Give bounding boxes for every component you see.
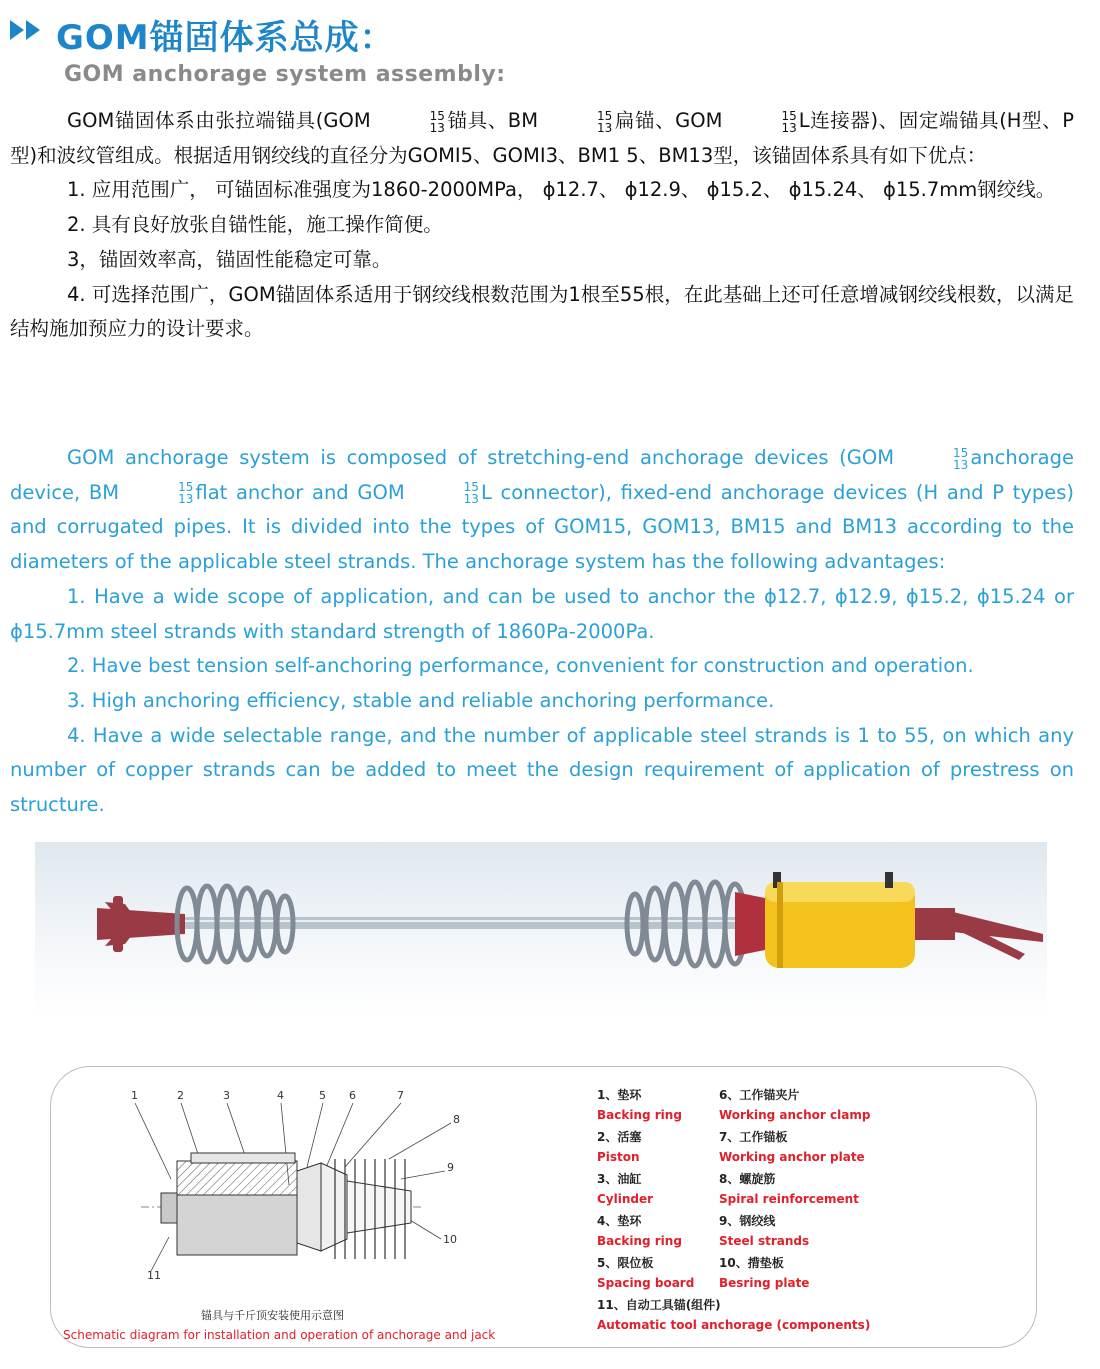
fraction-bottom: 13 <box>597 120 613 135</box>
legend-label-cn: 2、活塞 <box>597 1130 642 1144</box>
size-fraction <box>121 481 193 505</box>
anchorage-assembly-illustration <box>35 842 1047 1018</box>
english-description <box>10 441 1074 823</box>
fixed-end-anchor <box>97 896 185 952</box>
en-intro <box>10 441 1074 580</box>
diagram-caption-en: Schematic diagram for installation and operation of anchorage and jack <box>63 1328 496 1342</box>
chinese-description <box>10 104 1074 347</box>
jack-cylinder <box>161 1153 297 1255</box>
en-intro-text: L connector), fixed-end anchorage devices (H and P types) and corrugated pipes. It is divided into the types of GOM15, GOM13, BM15 and BM13 according to the diameters of the applicable steel strands. The anchorage system has the following advantages: <box>10 480 1075 574</box>
bearing-plate <box>735 892 765 956</box>
part-number-3: 3 <box>223 1089 230 1102</box>
legend-label-cn: 7、工作锚板 <box>719 1130 788 1144</box>
fraction-top: 15 <box>781 108 797 123</box>
part-number-10: 10 <box>443 1233 457 1246</box>
size-fraction <box>540 110 612 134</box>
steel-strand-rod <box>175 917 795 929</box>
legend-label-en: Cylinder <box>597 1192 654 1206</box>
cn-intro-text: GOM锚固体系由张拉端锚具(GOM <box>67 109 371 132</box>
en-intro-text: anchorage device, BM <box>10 446 1074 504</box>
legend-item-5 <box>597 1253 694 1293</box>
legend-label-en: Backing ring <box>597 1234 682 1248</box>
part-number-7: 7 <box>397 1089 404 1102</box>
installation-schematic <box>51 1067 571 1347</box>
fraction-top: 15 <box>953 445 969 460</box>
page-title: GOM锚固体系总成： <box>56 18 395 58</box>
legend-item-7 <box>719 1127 865 1167</box>
fraction-top: 15 <box>178 480 194 495</box>
legend-item-3 <box>597 1169 653 1209</box>
legend-item-10 <box>719 1253 809 1293</box>
cn-advantage-2: 2. 具有良好放张自锚性能，施工操作简便。 <box>67 213 443 237</box>
legend-label-en: Steel strands <box>719 1234 810 1248</box>
legend-label-cn: 1、垫环 <box>597 1088 642 1102</box>
part-number-9: 9 <box>447 1161 454 1174</box>
en-advantage-2: 2. Have best tension self-anchoring performance, convenient for construction and operation. <box>67 654 974 678</box>
size-fraction <box>724 110 796 134</box>
legend-label-cn: 6、工作锚夹片 <box>719 1088 800 1102</box>
fraction-bottom: 13 <box>178 492 194 507</box>
size-fraction <box>407 481 479 505</box>
legend-label-en: Automatic tool anchorage (components) <box>597 1318 871 1332</box>
hydraulic-jack <box>765 872 915 968</box>
legend-label-en: Spiral reinforcement <box>719 1192 859 1206</box>
page-subtitle: GOM anchorage system assembly: <box>64 62 506 87</box>
cn-intro-text: L连接器)、固定端锚具(H型、P型)和波纹管组成。根据适用钢绞线的直径分为GOMI5、GOMI3、BM1 5、BM13型，该锚固体系具有如下优点： <box>10 109 1074 167</box>
part-number-6: 6 <box>349 1089 356 1102</box>
anchorage-photo <box>35 842 1047 1018</box>
legend-label-cn: 5、限位板 <box>597 1256 654 1270</box>
legend-label-en: Backing ring <box>597 1108 682 1122</box>
en-advantage-1: 1. Have a wide scope of application, and can be used to anchor the ϕ12.7, ϕ12.9, ϕ15.2, ϕ15.24 or ϕ15.7mm steel strands with standard strength of 1860Pa-2000Pa. <box>10 584 1074 643</box>
size-fraction <box>373 110 445 134</box>
double-arrow-icon <box>10 20 50 40</box>
en-advantage-3: 3. High anchoring efficiency, stable and reliable anchoring performance. <box>67 688 775 712</box>
legend-label-cn: 4、垫环 <box>597 1214 642 1228</box>
part-number-8: 8 <box>453 1113 460 1126</box>
fraction-top: 15 <box>597 108 613 123</box>
cn-intro-text: 扁锚、GOM <box>614 109 723 132</box>
cn-advantage-4: 4. 可选择范围广，GOM锚固体系适用于钢绞线根数范围为1根至55根，在此基础上还可任意增减钢绞线根数，以满足结构施加预应力的设计要求。 <box>10 282 1074 341</box>
en-intro-text: flat anchor and GOM <box>195 480 405 504</box>
legend-item-4 <box>597 1211 682 1251</box>
legend-label-cn: 9、钢绞线 <box>719 1214 776 1228</box>
diagram-caption-cn: 锚具与千斤顶安装使用示意图 <box>201 1309 344 1322</box>
cn-advantage-3: 3，锚固效率高，锚固性能稳定可靠。 <box>67 247 392 271</box>
cn-intro <box>10 104 1074 173</box>
part-number-1: 1 <box>131 1089 138 1102</box>
legend-label-en: Piston <box>597 1150 640 1164</box>
legend-label-en: Spacing board <box>597 1276 695 1290</box>
fraction-top: 15 <box>429 108 445 123</box>
legend-item-9 <box>719 1211 809 1251</box>
legend-item-8 <box>719 1169 859 1209</box>
legend-label-en: Working anchor plate <box>719 1150 865 1164</box>
part-number-5: 5 <box>319 1089 326 1102</box>
schematic-panel <box>50 1066 1037 1348</box>
cn-advantage-1: 1. 应用范围广， 可锚固标准强度为1860-2000MPa， ϕ12.7、 ϕ12.9、 ϕ15.2、 ϕ15.24、 ϕ15.7mm钢绞线。 <box>67 178 1056 202</box>
legend-label-cn: 11、自动工具锚(组件) <box>597 1298 721 1312</box>
legend-label-cn: 3、油缸 <box>597 1172 642 1186</box>
en-advantage-4: 4. Have a wide selectable range, and the number of applicable steel strands is 1 to 55, on which any number of copper strands can be added to meet the design requirement of application of prestress on structure. <box>10 723 1074 817</box>
legend-item-6 <box>719 1085 870 1125</box>
cn-intro-text: 锚具、BM <box>446 109 539 132</box>
en-intro-text: GOM anchorage system is composed of stretching-end anchorage devices (GOM <box>67 446 895 469</box>
size-fraction <box>896 447 968 471</box>
part-number-2: 2 <box>177 1089 184 1102</box>
fraction-top: 15 <box>463 480 479 495</box>
fraction-bottom: 13 <box>781 120 797 135</box>
part-number-11: 11 <box>147 1269 161 1282</box>
fraction-bottom: 13 <box>429 120 445 135</box>
legend-item-2 <box>597 1127 641 1167</box>
fraction-bottom: 13 <box>953 457 969 472</box>
fraction-bottom: 13 <box>463 492 479 507</box>
legend-item-11 <box>597 1295 870 1335</box>
legend-label-cn: 8、螺旋筋 <box>719 1172 776 1186</box>
tool-anchor <box>915 908 1043 960</box>
right-spiral-reinforcement <box>627 882 745 966</box>
work-anchor <box>297 1163 411 1251</box>
legend-item-1 <box>597 1085 682 1125</box>
legend-label-en: Besring plate <box>719 1276 810 1290</box>
part-number-4: 4 <box>277 1089 284 1102</box>
legend-label-en: Working anchor clamp <box>719 1108 871 1122</box>
parts-legend <box>597 1085 1027 1335</box>
legend-label-cn: 10、揹垫板 <box>719 1256 784 1270</box>
